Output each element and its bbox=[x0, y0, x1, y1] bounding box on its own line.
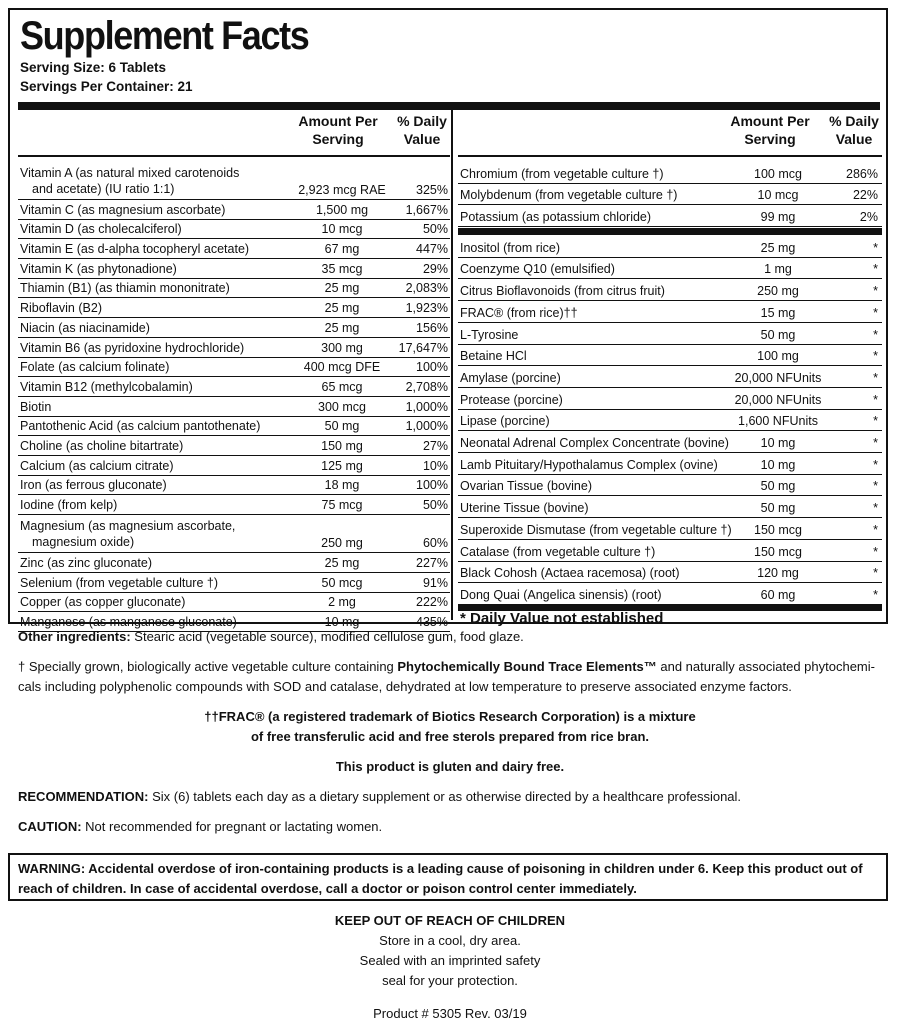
nutrient-row bbox=[458, 300, 882, 323]
daily-value-percent: 27% bbox=[422, 439, 448, 454]
amount-per-serving: 10 mg bbox=[324, 614, 360, 629]
daily-value-percent: 17,647% bbox=[398, 340, 448, 355]
page-title: Supplement Facts bbox=[20, 14, 309, 58]
amount-per-serving: 10 mg bbox=[760, 436, 796, 451]
caution bbox=[18, 817, 382, 837]
nutrient-name: Iron (as ferrous gluconate) bbox=[20, 478, 167, 493]
daily-value-percent: * bbox=[873, 262, 878, 277]
nutrient-name: Selenium (from vegetable culture †) bbox=[20, 575, 219, 590]
culture-note-text-2: and naturally associated phytochemi- bbox=[656, 659, 875, 674]
daily-value-percent: 2% bbox=[859, 210, 878, 225]
nutrient-row bbox=[18, 199, 450, 220]
amount-per-serving: 25 mg bbox=[324, 555, 360, 570]
dv-header-line1: % Daily bbox=[397, 113, 447, 129]
nutrient-row bbox=[18, 572, 450, 593]
nutrient-name: Black Cohosh (Actaea racemosa) (root) bbox=[460, 566, 680, 581]
nutrient-row bbox=[18, 396, 450, 417]
frac-note-line1: ††FRAC® (a registered trademark of Biotics Research Corporation) is a mixture bbox=[204, 709, 696, 724]
nutrient-name: Copper (as copper gluconate) bbox=[20, 595, 186, 610]
other-ingredients-label: Other ingredients: bbox=[18, 629, 131, 644]
daily-value-percent: * bbox=[873, 501, 878, 516]
frac-note-line2: of free transferulic acid and free sterols prepared from rice bran. bbox=[250, 729, 650, 744]
amount-per-serving: 150 mcg bbox=[754, 544, 802, 559]
daily-value-percent: * bbox=[873, 587, 878, 602]
amount-per-serving: 10 mg bbox=[760, 457, 796, 472]
amount-per-serving: 50 mg bbox=[324, 419, 360, 434]
nutrient-name: Vitamin B12 (methylcobalamin) bbox=[20, 379, 193, 394]
nutrient-name: Lipase (porcine) bbox=[460, 414, 550, 429]
amount-per-serving: 150 mg bbox=[321, 439, 363, 454]
amount-per-serving: 25 mg bbox=[324, 281, 360, 296]
amount-per-serving: 150 mcg bbox=[754, 522, 802, 537]
daily-value-percent: * bbox=[873, 479, 878, 494]
recommendation-text: Six (6) tablets each day as a dietary supplement or as otherwise directed by a healthcare professional. bbox=[148, 789, 742, 804]
storage-line2: Sealed with an imprinted safety bbox=[359, 953, 541, 968]
nutrient-row bbox=[458, 430, 882, 453]
servings-per-container: Servings Per Container: 21 bbox=[20, 79, 193, 94]
amount-per-serving: 50 mg bbox=[760, 479, 796, 494]
daily-value-percent: * bbox=[873, 240, 878, 255]
nutrient-row bbox=[458, 235, 882, 258]
nutrient-name: Pantothenic Acid (as calcium pantothenate) bbox=[20, 419, 261, 434]
nutrient-name bbox=[20, 518, 235, 550]
nutrient-row bbox=[458, 161, 882, 184]
amount-per-serving: 1,600 NFUnits bbox=[738, 414, 818, 429]
amount-per-serving: 300 mcg bbox=[318, 399, 366, 414]
daily-value-percent: 50% bbox=[422, 498, 448, 513]
column-divider bbox=[451, 110, 453, 620]
amount-per-serving: 25 mg bbox=[324, 301, 360, 316]
daily-value-percent: 2,708% bbox=[405, 379, 448, 394]
nutrient-name: Calcium (as calcium citrate) bbox=[20, 458, 174, 473]
daily-value-percent: * bbox=[873, 370, 878, 385]
nutrient-name: Citrus Bioflavonoids (from citrus fruit) bbox=[460, 284, 665, 299]
nutrient-row bbox=[458, 257, 882, 280]
nutrient-row bbox=[18, 298, 450, 319]
nutrient-name-line2: magnesium oxide) bbox=[32, 535, 135, 550]
nutrient-name: Inositol (from rice) bbox=[460, 240, 561, 255]
nutrient-name: Molybdenum (from vegetable culture †) bbox=[460, 188, 678, 203]
nutrient-row bbox=[458, 517, 882, 540]
supplement-facts-panel bbox=[8, 8, 888, 629]
nutrient-name: Zinc (as zinc gluconate) bbox=[20, 555, 153, 570]
nutrient-name: Riboflavin (B2) bbox=[20, 301, 102, 316]
nutrient-name: Iodine (from kelp) bbox=[20, 498, 118, 513]
daily-value-percent: * bbox=[873, 566, 878, 581]
amount-header-line1: Amount Per bbox=[298, 113, 378, 129]
nutrient-row bbox=[18, 278, 450, 299]
amount-per-serving: 2 mg bbox=[328, 595, 356, 610]
amount-header-line2: Serving bbox=[744, 131, 796, 147]
caution-text: Not recommended for pregnant or lactating women. bbox=[81, 819, 383, 834]
nutrient-name: Potassium (as potassium chloride) bbox=[460, 210, 652, 225]
daily-value-percent: 22% bbox=[852, 188, 878, 203]
daily-value-percent: * bbox=[873, 522, 878, 537]
amount-header bbox=[288, 112, 388, 148]
daily-value-percent: * bbox=[873, 284, 878, 299]
nutrient-row bbox=[458, 582, 882, 605]
gluten-free-note: This product is gluten and dairy free. bbox=[335, 759, 565, 774]
daily-value-percent: 227% bbox=[416, 555, 448, 570]
nutrient-name: Vitamin C (as magnesium ascorbate) bbox=[20, 202, 226, 217]
nutrient-row bbox=[18, 357, 450, 378]
header-rule bbox=[458, 155, 882, 157]
nutrient-row bbox=[18, 258, 450, 279]
section-rule bbox=[458, 228, 882, 235]
nutrient-row bbox=[18, 376, 450, 397]
nutrient-name: Vitamin K (as phytonadione) bbox=[20, 261, 177, 276]
nutrient-row bbox=[458, 496, 882, 519]
amount-per-serving: 300 mg bbox=[321, 340, 363, 355]
nutrient-row bbox=[18, 514, 450, 553]
warning-box bbox=[8, 853, 888, 901]
amount-per-serving: 15 mg bbox=[760, 305, 796, 320]
warning-line1: WARNING: Accidental overdose of iron-containing products is a leading cause of poisoning in children under 6. Keep this product out of bbox=[18, 861, 863, 876]
amount-header-line2: Serving bbox=[312, 131, 364, 147]
amount-per-serving: 400 mcg DFE bbox=[303, 360, 381, 375]
nutrient-name: Vitamin E (as d-alpha tocopheryl acetate) bbox=[20, 242, 250, 257]
amount-per-serving: 100 mg bbox=[757, 349, 799, 364]
daily-value-percent: 50% bbox=[422, 222, 448, 237]
daily-value-percent: 1,923% bbox=[405, 301, 448, 316]
nutrient-row bbox=[18, 161, 450, 200]
amount-per-serving: 50 mg bbox=[760, 327, 796, 342]
daily-value-header bbox=[394, 112, 450, 148]
nutrient-name: Vitamin B6 (as pyridoxine hydrochloride) bbox=[20, 340, 245, 355]
amount-per-serving: 50 mcg bbox=[321, 575, 363, 590]
daily-value-percent: 1,000% bbox=[405, 419, 448, 434]
nutrient-row bbox=[458, 452, 882, 475]
nutrient-name: Coenzyme Q10 (emulsified) bbox=[460, 262, 615, 277]
frac-note bbox=[0, 707, 900, 747]
nutrient-row bbox=[458, 539, 882, 562]
other-ingredients bbox=[18, 627, 524, 647]
amount-per-serving: 18 mg bbox=[324, 478, 360, 493]
nutrient-row bbox=[458, 322, 882, 345]
nutrient-row bbox=[458, 387, 882, 410]
storage-line1: Store in a cool, dry area. bbox=[379, 933, 521, 948]
nutrient-name: Dong Quai (Angelica sinensis) (root) bbox=[460, 587, 662, 602]
daily-value-percent: 2,083% bbox=[405, 281, 448, 296]
amount-per-serving: 120 mg bbox=[757, 566, 799, 581]
daily-value-percent: 156% bbox=[416, 320, 448, 335]
nutrient-row bbox=[18, 317, 450, 338]
amount-per-serving: 125 mg bbox=[321, 458, 363, 473]
daily-value-percent: 60% bbox=[422, 536, 448, 551]
nutrient-row bbox=[18, 475, 450, 496]
daily-value-percent: 435% bbox=[416, 614, 448, 629]
nutrient-name: Uterine Tissue (bovine) bbox=[460, 501, 589, 516]
daily-value-percent: 1,667% bbox=[405, 202, 448, 217]
daily-value-percent: * bbox=[873, 544, 878, 559]
culture-note-text-3: cals including polyphenolic compounds with SOD and catalase, dehydrated at low temperature to preserve associated enzyme factors. bbox=[18, 679, 792, 694]
nutrient-name: Neonatal Adrenal Complex Concentrate (bovine) bbox=[460, 436, 729, 451]
nutrient-row bbox=[18, 455, 450, 476]
amount-per-serving: 100 mcg bbox=[754, 166, 802, 181]
nutrient-row bbox=[458, 204, 882, 227]
amount-per-serving: 65 mcg bbox=[321, 379, 363, 394]
amount-per-serving: 67 mg bbox=[324, 242, 360, 257]
nutrient-row bbox=[18, 219, 450, 240]
nutrient-name: Folate (as calcium folinate) bbox=[20, 360, 170, 375]
daily-value-percent: 1,000% bbox=[405, 399, 448, 414]
amount-per-serving: 10 mcg bbox=[757, 188, 799, 203]
amount-per-serving: 25 mg bbox=[324, 320, 360, 335]
nutrient-name bbox=[20, 165, 239, 197]
amount-per-serving: 250 mg bbox=[321, 536, 363, 551]
other-ingredients-text: Stearic acid (vegetable source), modified cellulose gum, food glaze. bbox=[130, 629, 524, 644]
nutrient-name: Thiamin (B1) (as thiamin mononitrate) bbox=[20, 281, 230, 296]
amount-per-serving: 1,500 mg bbox=[315, 202, 369, 217]
daily-value-percent: 222% bbox=[416, 595, 448, 610]
storage-block bbox=[0, 911, 900, 991]
daily-value-percent: * bbox=[873, 436, 878, 451]
nutrient-row bbox=[18, 435, 450, 456]
dv-header-line1: % Daily bbox=[829, 113, 879, 129]
nutrient-name: Choline (as choline bitartrate) bbox=[20, 439, 184, 454]
amount-per-serving: 20,000 NFUnits bbox=[734, 392, 822, 407]
daily-value-percent: * bbox=[873, 392, 878, 407]
keep-out-heading: KEEP OUT OF REACH OF CHILDREN bbox=[334, 913, 566, 928]
nutrient-name: Biotin bbox=[20, 399, 52, 414]
amount-per-serving: 1 mg bbox=[764, 262, 792, 277]
nutrient-row bbox=[458, 474, 882, 497]
daily-value-percent: * bbox=[873, 414, 878, 429]
nutrient-name: Niacin (as niacinamide) bbox=[20, 320, 150, 335]
amount-per-serving: 2,923 mcg RAE bbox=[298, 183, 386, 197]
daily-value-percent: 286% bbox=[846, 166, 878, 181]
nutrient-row bbox=[18, 416, 450, 437]
dv-header-line2: Value bbox=[403, 131, 441, 147]
nutrient-row bbox=[458, 183, 882, 206]
culture-note-text: † Specially grown, biologically active vegetable culture containing bbox=[18, 659, 398, 674]
daily-value-percent: * bbox=[873, 349, 878, 364]
nutrient-row bbox=[18, 552, 450, 573]
nutrient-row bbox=[18, 495, 450, 516]
serving-size: Serving Size: 6 Tablets bbox=[20, 60, 167, 75]
daily-value-percent: * bbox=[873, 327, 878, 342]
nutrient-name: Lamb Pituitary/Hypothalamus Complex (ovine) bbox=[460, 457, 718, 472]
amount-per-serving: 250 mg bbox=[757, 284, 799, 299]
nutrient-row bbox=[18, 592, 450, 613]
daily-value-percent: 100% bbox=[416, 360, 448, 375]
nutrient-name: Protease (porcine) bbox=[460, 392, 563, 407]
amount-per-serving: 10 mcg bbox=[321, 222, 363, 237]
nutrient-row bbox=[458, 561, 882, 584]
daily-value-percent: 29% bbox=[422, 261, 448, 276]
nutrient-name: Ovarian Tissue (bovine) bbox=[460, 479, 593, 494]
amount-per-serving: 60 mg bbox=[760, 587, 796, 602]
nutrient-row bbox=[18, 337, 450, 358]
amount-per-serving: 25 mg bbox=[760, 240, 796, 255]
daily-value-percent: 91% bbox=[422, 575, 448, 590]
nutrient-name: Vitamin D (as cholecalciferol) bbox=[20, 222, 182, 237]
nutrient-name-line2: and acetate) (IU ratio 1:1) bbox=[32, 182, 175, 196]
amount-header-line1: Amount Per bbox=[730, 113, 810, 129]
nutrient-name: Betaine HCl bbox=[460, 349, 527, 364]
amount-per-serving: 99 mg bbox=[760, 210, 796, 225]
nutrient-name: Superoxide Dismutase (from vegetable culture †) bbox=[460, 522, 732, 537]
daily-value-percent: 100% bbox=[416, 478, 448, 493]
header-rule bbox=[18, 155, 450, 157]
daily-value-percent: * bbox=[873, 457, 878, 472]
amount-per-serving: 35 mcg bbox=[321, 261, 363, 276]
daily-value-percent: * bbox=[873, 305, 878, 320]
nutrient-name: Amylase (porcine) bbox=[460, 370, 561, 385]
daily-value-header bbox=[826, 112, 882, 148]
product-code: Product # 5305 Rev. 03/19 bbox=[373, 1006, 527, 1021]
nutrient-row bbox=[458, 279, 882, 302]
daily-value-percent: 10% bbox=[422, 458, 448, 473]
daily-value-percent: 325% bbox=[416, 183, 448, 197]
amount-header bbox=[720, 112, 820, 148]
recommendation bbox=[18, 787, 741, 807]
nutrient-name: FRAC® (from rice)†† bbox=[460, 305, 578, 320]
storage-line3: seal for your protection. bbox=[382, 973, 518, 988]
recommendation-label: RECOMMENDATION: bbox=[18, 789, 149, 804]
culture-note bbox=[18, 657, 888, 697]
amount-per-serving: 20,000 NFUnits bbox=[734, 370, 822, 385]
nutrient-row bbox=[458, 409, 882, 432]
warning-line2: reach of children. In case of accidental overdose, call a doctor or poison control center immediately. bbox=[18, 881, 637, 896]
header-divider bbox=[18, 102, 880, 110]
nutrient-row bbox=[458, 365, 882, 388]
nutrient-name: Chromium (from vegetable culture †) bbox=[460, 166, 664, 181]
nutrient-name-line1: Magnesium (as magnesium ascorbate, bbox=[20, 519, 236, 534]
nutrient-name: Catalase (from vegetable culture †) bbox=[460, 544, 656, 559]
dv-header-line2: Value bbox=[835, 131, 873, 147]
daily-value-note: * Daily Value not established bbox=[460, 610, 664, 627]
nutrient-name: Manganese (as manganese gluconate) bbox=[20, 614, 237, 629]
culture-note-bold: Phytochemically Bound Trace Elements™ bbox=[397, 659, 657, 674]
amount-per-serving: 50 mg bbox=[760, 501, 796, 516]
nutrient-row bbox=[18, 238, 450, 259]
nutrient-row bbox=[458, 344, 882, 367]
nutrient-name: L-Tyrosine bbox=[460, 327, 519, 342]
caution-label: CAUTION: bbox=[18, 819, 82, 834]
nutrient-name-line1: Vitamin A (as natural mixed carotenoids bbox=[20, 166, 240, 180]
amount-per-serving: 75 mcg bbox=[321, 498, 363, 513]
daily-value-percent: 447% bbox=[416, 242, 448, 257]
